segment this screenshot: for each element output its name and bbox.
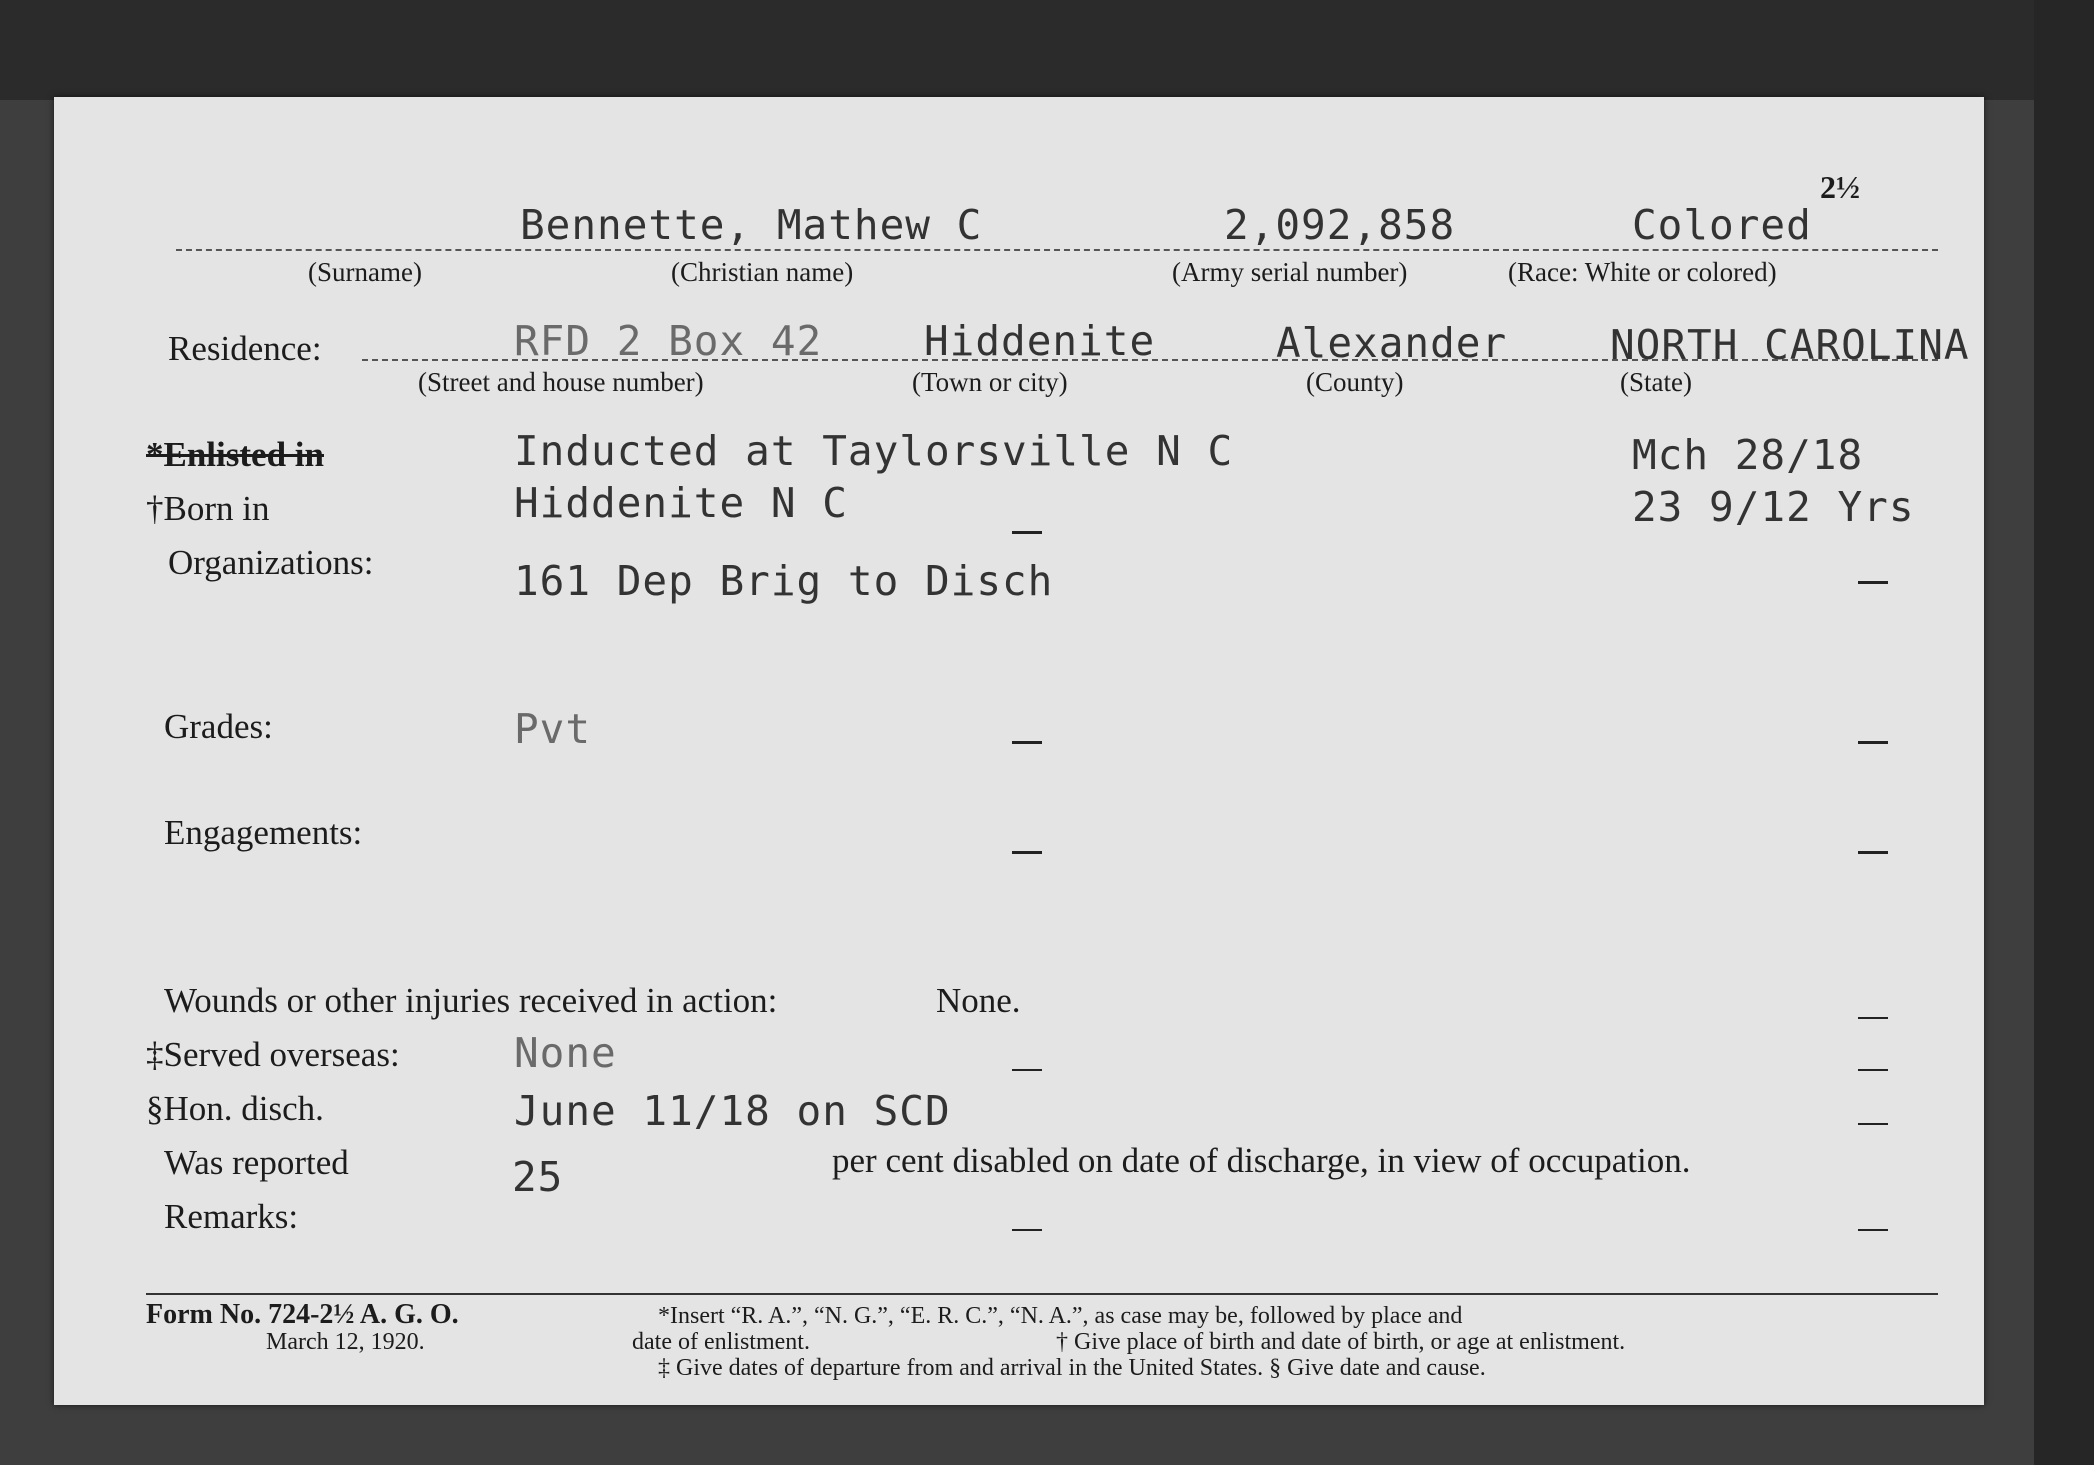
organizations-label: Organizations: <box>168 543 374 582</box>
hon-disch-dash <box>1858 1123 1888 1125</box>
caption-race: (Race: White or colored) <box>1508 257 1777 287</box>
caption-town: (Town or city) <box>912 367 1068 397</box>
state-value: NORTH CAROLINA <box>1610 321 1970 369</box>
residence-label: Residence: <box>168 329 322 368</box>
town-value: Hiddenite <box>924 317 1156 365</box>
remarks-dash-2 <box>1858 1229 1888 1231</box>
corner-mark: 2½ <box>1820 169 1860 205</box>
footer-note-3: ‡ Give dates of departure from and arrival in the United States. § Give date and cause. <box>658 1355 1486 1381</box>
form-number: Form No. 724-2½ A. G. O. <box>146 1299 459 1330</box>
caption-christian-name: (Christian name) <box>671 257 854 287</box>
overseas-dash-2 <box>1858 1069 1888 1071</box>
wounds-label: Wounds or other injuries received in action: <box>164 981 778 1020</box>
engagement-dash-1 <box>1012 851 1042 854</box>
organization-value: 161 Dep Brig to Disch <box>514 557 1054 605</box>
born-dash <box>1012 531 1042 534</box>
hon-disch-value: June 11/18 on SCD <box>514 1087 951 1135</box>
footer-rule <box>146 1293 1938 1295</box>
caption-serial-number: (Army serial number) <box>1172 257 1408 287</box>
overseas-value: None <box>514 1029 617 1077</box>
footer-note-2b: † Give place of birth and date of birth, or age at enlistment. <box>1056 1329 1626 1355</box>
record-card <box>54 97 1984 1405</box>
name-value: Bennette, Mathew C <box>520 201 983 249</box>
caption-surname: (Surname) <box>308 257 422 287</box>
serial-number-value: 2,092,858 <box>1224 201 1456 249</box>
hon-disch-label: §Hon. disch. <box>146 1089 324 1128</box>
grade-dash-1 <box>1012 741 1042 744</box>
remarks-dash-1 <box>1012 1229 1042 1231</box>
percent-value: 25 <box>512 1153 564 1201</box>
county-value: Alexander <box>1276 319 1508 367</box>
caption-state: (State) <box>1620 367 1692 397</box>
residence-line <box>362 359 1938 361</box>
grade-dash-2 <box>1858 741 1888 744</box>
wounds-value: None. <box>936 981 1021 1020</box>
born-age: 23 9/12 Yrs <box>1632 483 1915 531</box>
engagement-dash-2 <box>1858 851 1888 854</box>
street-value: RFD 2 Box 42 <box>514 317 823 365</box>
background-right <box>2034 0 2094 1465</box>
background-top <box>0 0 2094 100</box>
remarks-label: Remarks: <box>164 1197 299 1236</box>
form-date: March 12, 1920. <box>266 1329 425 1355</box>
enlisted-label: *Enlisted in <box>146 435 324 474</box>
wounds-dash <box>1858 1017 1888 1019</box>
born-label: †Born in <box>146 489 270 528</box>
name-line <box>176 249 1938 251</box>
grades-label: Grades: <box>164 707 273 746</box>
caption-county: (County) <box>1306 367 1404 397</box>
grade-value: Pvt <box>514 705 592 753</box>
footer-note-2a: date of enlistment. <box>632 1329 810 1355</box>
race-value: Colored <box>1632 201 1812 249</box>
was-reported-label: Was reported <box>164 1143 349 1182</box>
organization-dash <box>1858 581 1888 584</box>
caption-street: (Street and house number) <box>418 367 704 397</box>
footer-note-1: *Insert “R. A.”, “N. G.”, “E. R. C.”, “N. A.”, as case may be, followed by place and <box>658 1303 1463 1329</box>
enlisted-date: Mch 28/18 <box>1632 431 1864 479</box>
overseas-dash-1 <box>1012 1069 1042 1071</box>
percent-text: per cent disabled on date of discharge, in view of occupation. <box>832 1141 1691 1180</box>
enlisted-value: Inducted at Taylorsville N C <box>514 427 1234 475</box>
overseas-label: ‡Served overseas: <box>146 1035 400 1074</box>
engagements-label: Engagements: <box>164 813 363 852</box>
born-value: Hiddenite N C <box>514 479 848 527</box>
